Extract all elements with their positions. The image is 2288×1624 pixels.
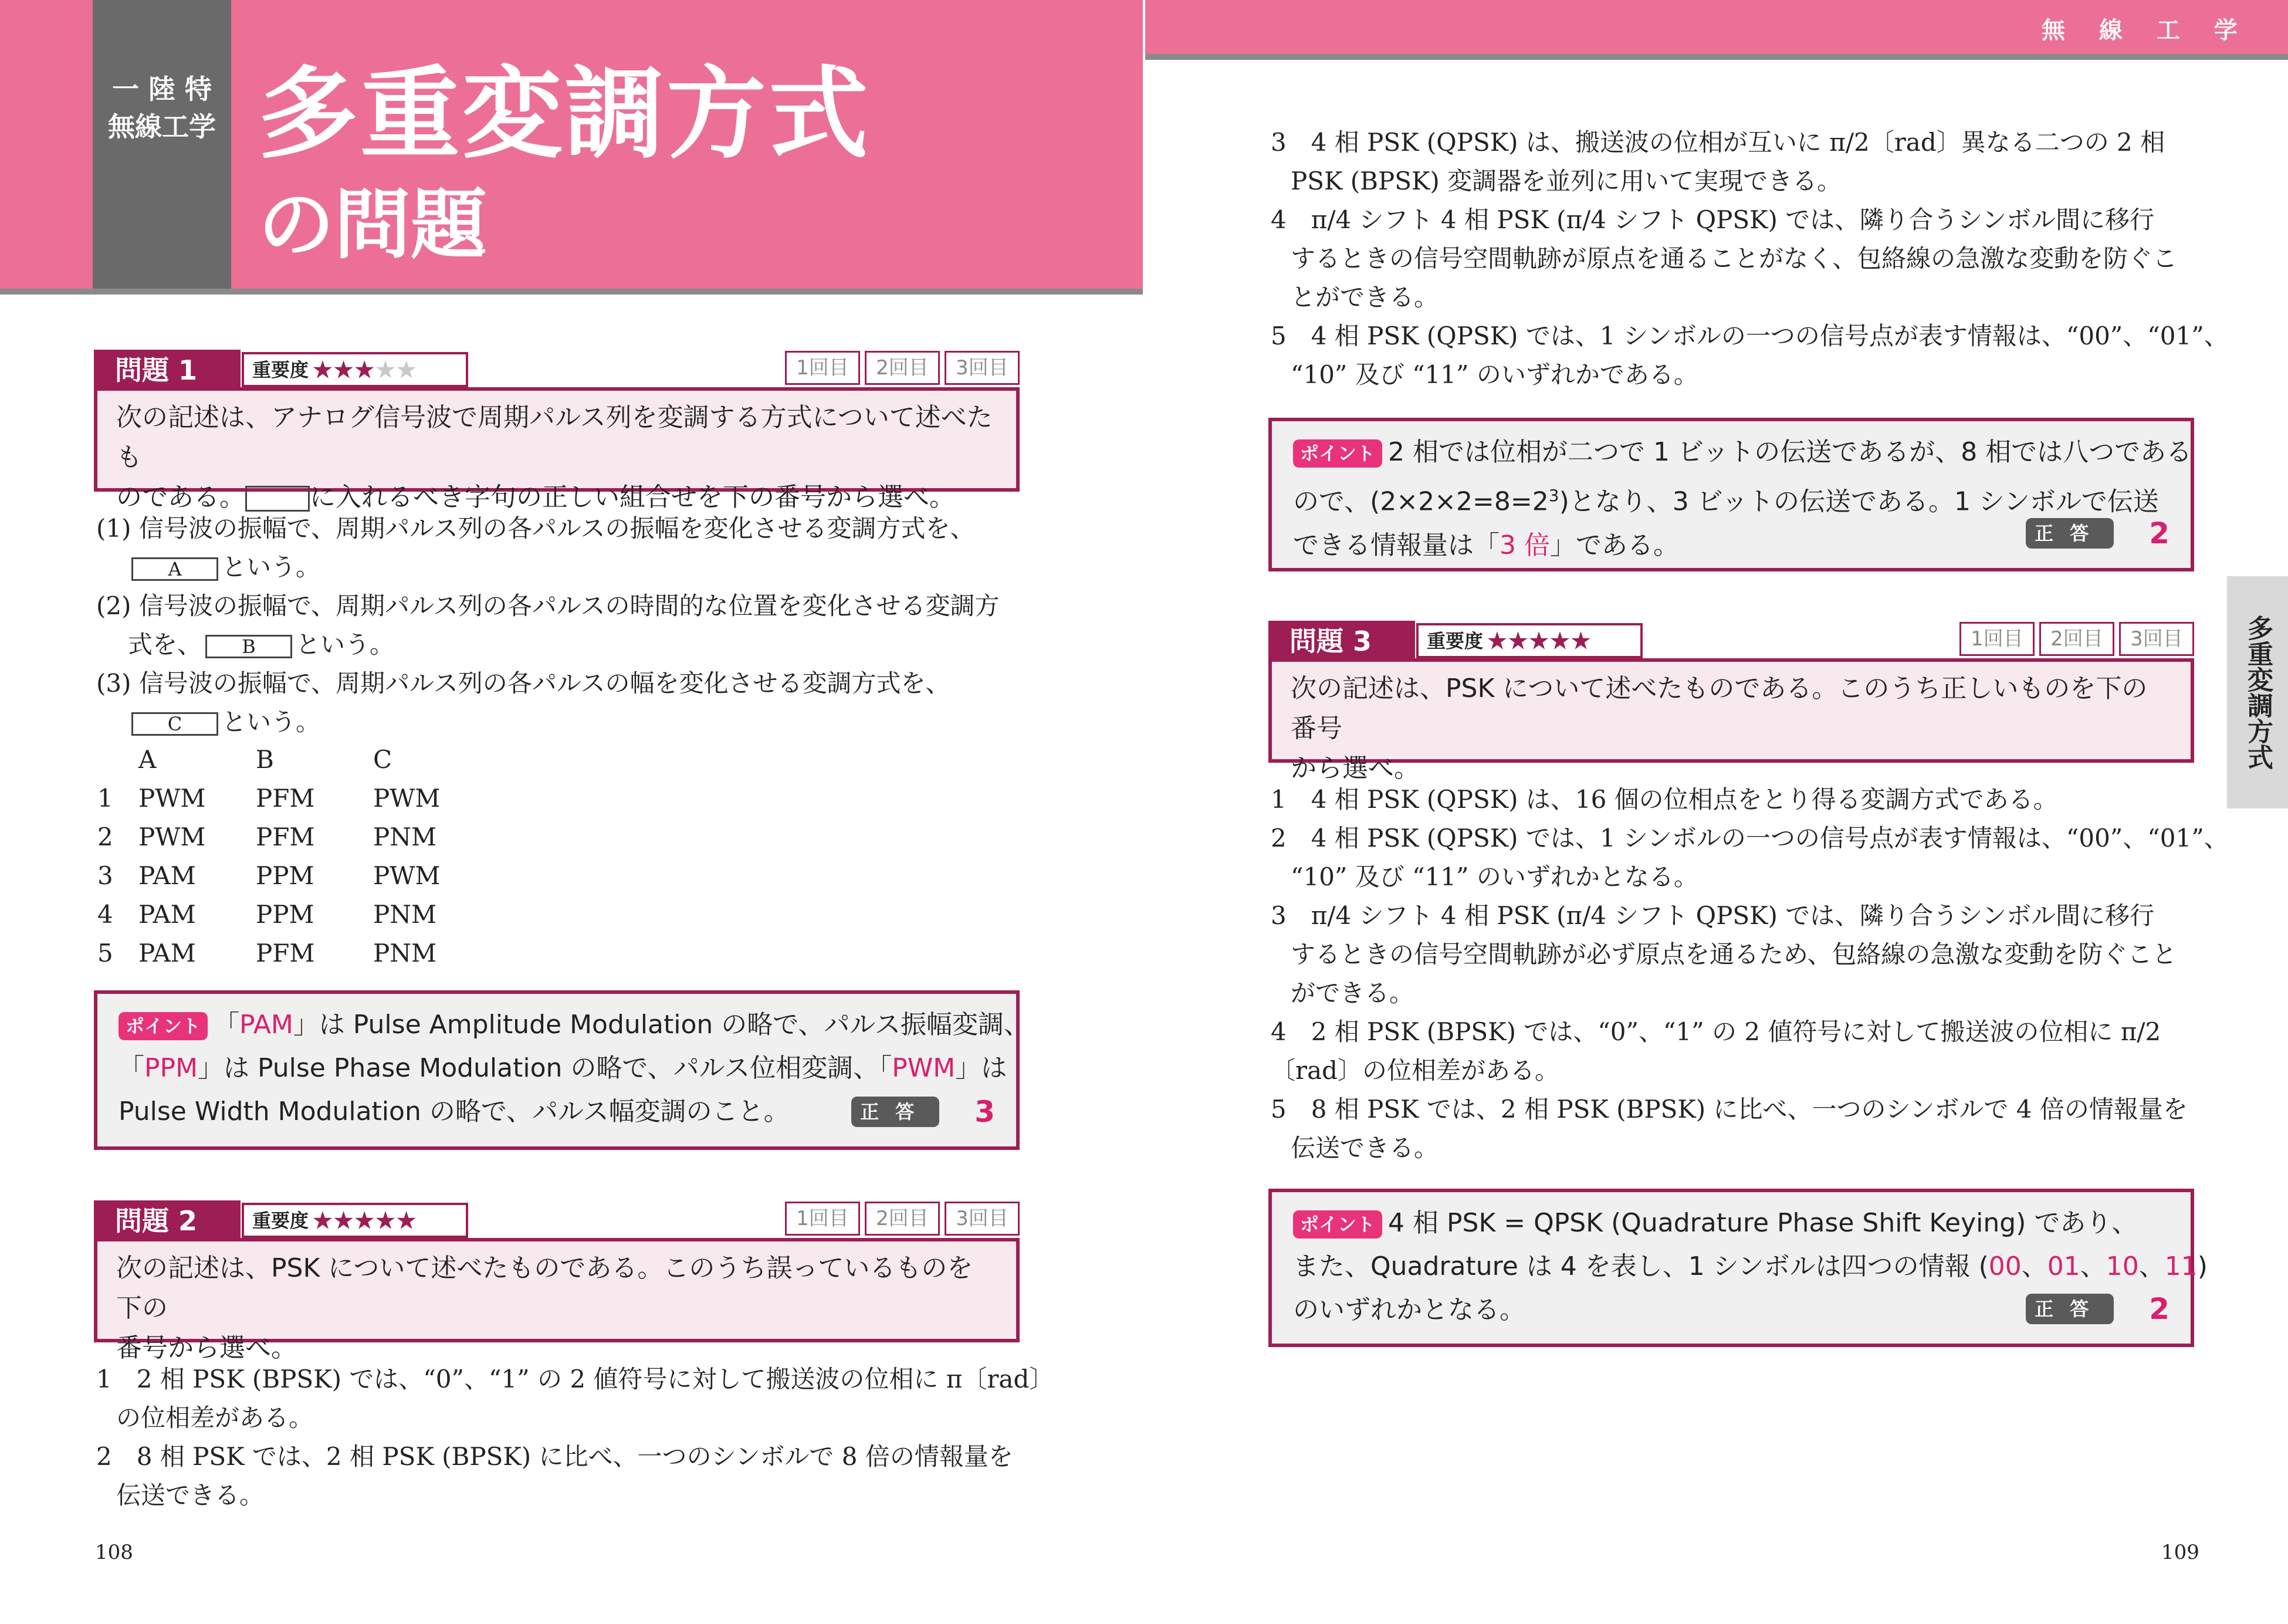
subject-label: 無 線 工 学 [2042,17,2250,44]
point-tag: ポイント [1293,439,1382,468]
point-line [1293,1202,2169,1245]
question-2-stem [94,1241,1020,1363]
option-line: の位相差がある。 [116,1403,314,1432]
attempt-1-checkbox[interactable]: 1回目 [1959,622,2035,656]
choice-row[interactable] [97,818,490,857]
choice-cell: PPM [256,861,314,890]
attempt-boxes [1955,622,2194,658]
point-highlight: PAM [239,1010,293,1040]
fill-box-b: B [205,635,292,658]
attempt-2-checkbox[interactable]: 2回目 [865,351,940,385]
choice-cell: C [373,745,392,774]
star-empty-icon: ★ [374,355,395,384]
choice-cell: 4 [97,900,113,929]
option-line: 5 8 相 PSK では、2 相 PSK (BPSK) に比べ、一つのシンボルで 4 倍の情報量を [1271,1095,2188,1124]
stem-line: 次の記述は、PSK について述べたものである。このうち正しいものを下の番号 [1291,674,2148,743]
item-line [128,625,394,664]
blank-box [245,486,310,512]
page-number-right: 109 [2161,1541,2199,1564]
point-text: 「 [214,1010,240,1040]
point-highlight: PPM [144,1053,198,1083]
fill-box-a: A [131,557,218,581]
point-highlight: 11 [2164,1251,2198,1281]
point-tag: ポイント [119,1012,208,1040]
importance-label: 重要度 [252,1209,309,1232]
stem-line: 番号から選べ。 [116,1333,297,1363]
importance-stars [1486,626,1591,655]
option-line: “10” 及び “11” のいずれかとなる。 [1291,862,1698,891]
star-filled-icon: ★ [395,1206,417,1235]
point-line [119,1003,1030,1047]
item-line: (3) 信号波の振幅で、周期パルス列の各パルスの幅を変化させる変調方式を、 [96,669,950,698]
option-line: 2 8 相 PSK では、2 相 PSK (BPSK) に比べ、一つのシンボルで 8 倍の情報量を [96,1442,1013,1471]
choice-cell: PFM [256,939,315,967]
point-text: ので、(2×2×2=8=2 [1293,486,1549,517]
point-text: )となり、3 ビットの伝送である。1 シンボルで伝送 [1559,486,2159,517]
point-text: 」は [955,1053,1007,1083]
point-text: 、 [2138,1251,2165,1281]
choice-cell: PFM [256,823,315,851]
choices-table [97,740,490,973]
answer-indicator [2026,510,2169,555]
star-filled-icon: ★ [374,1206,395,1235]
header-rule [0,289,1143,295]
option-line: 4 π/4 シフト 4 相 PSK (π/4 シフト QPSK) では、隣り合うシンボル間に移行 [1271,205,2155,234]
choice-row[interactable] [97,779,490,818]
right-header-rule [1145,54,2288,60]
star-empty-icon: ★ [395,355,417,384]
point-text: 、 [2080,1251,2106,1281]
choice-cell: PNM [373,823,437,851]
answer-indicator [2026,1286,2169,1331]
point-highlight: 10 [2106,1251,2139,1281]
stem-text: のである。 [116,482,245,512]
option-line: 〔rad〕の位相差がある。 [1271,1056,1560,1085]
star-filled-icon: ★ [353,355,375,384]
exam-tag-line2: 無線工学 [108,111,216,143]
star-filled-icon: ★ [332,355,354,384]
exam-tag [93,0,231,289]
choice-cell: PWM [138,784,206,813]
point-highlight: PWM [892,1053,956,1083]
choice-row[interactable] [97,895,490,934]
importance-rating [1416,623,1643,658]
importance-label: 重要度 [1427,630,1484,652]
choice-row[interactable] [97,857,490,895]
star-filled-icon: ★ [312,1206,333,1235]
point-line [1293,431,2192,474]
attempt-1-checkbox[interactable]: 1回目 [785,1202,860,1236]
question-2-point-box [1268,418,2194,571]
option-line: “10” 及び “11” のいずれかである。 [1291,360,1698,389]
option-line: 5 4 相 PSK (QPSK) では、1 シンボルの一つの信号点が表す情報は、“00”、“01”、 [1271,322,2229,350]
point-line [119,1047,1007,1090]
option-line: 伝送できる。 [1291,1134,1439,1162]
star-filled-icon: ★ [1507,626,1528,655]
attempt-3-checkbox[interactable]: 3回目 [945,1202,1020,1236]
point-text: 」である。 [1549,530,1679,560]
choice-cell: PNM [373,900,437,929]
option-line: するときの信号空間軌跡が原点を通ることがなく、包絡線の急激な変動を防ぐこ [1291,244,2178,273]
choice-cell: PAM [138,939,196,967]
choice-cell: PWM [138,823,206,851]
item-line [128,548,320,587]
question-1-header [94,350,1020,391]
star-filled-icon: ★ [1528,626,1549,655]
attempt-2-checkbox[interactable]: 2回目 [865,1202,940,1236]
point-line [1293,1245,2208,1288]
point-text: できる情報量は「 [1293,530,1500,560]
point-text: 2 相では位相が二つで 1 ビットの伝送であるが、8 相では八つである [1388,437,2192,467]
importance-label: 重要度 [252,358,309,381]
choice-cell: 5 [97,939,113,967]
attempt-boxes [780,351,1020,387]
stem-text: に入れるべき字句の正しい組合せを下の番号から選べ。 [310,482,955,512]
point-text: 4 相 PSK = QPSK (Quadrature Phase Shift Keying) であり、 [1388,1208,2138,1238]
importance-rating [242,1203,468,1238]
choice-row[interactable] [97,934,490,973]
choice-cell: PFM [256,784,315,813]
item-line: (1) 信号波の振幅で、周期パルス列の各パルスの振幅を変化させる変調方式を、 [96,514,975,543]
point-text: 」は Pulse Phase Modulation の略で、パルス位相変調、「 [198,1053,892,1083]
option-line: 1 2 相 PSK (BPSK) では、“0”、“1” の 2 値符号に対して搬送波の位相に π〔rad〕 [96,1365,1054,1393]
importance-stars [312,355,417,384]
star-filled-icon: ★ [1486,626,1507,655]
item-text: 式を、 [128,630,202,659]
point-text: ) [2197,1251,2208,1281]
choice-cell: A [138,745,157,774]
attempt-3-checkbox[interactable]: 3回目 [2119,622,2194,656]
answer-indicator [851,1089,995,1134]
exam-tag-line1: 一 陸 特 [111,73,212,105]
choice-cell: PAM [138,861,196,890]
point-highlight: 00 [1988,1251,2022,1281]
stem-line: から選べ。 [1291,753,1420,783]
point-text: また、Quadrature は 4 を表し、1 シンボルは四つの情報 ( [1293,1251,1989,1281]
stem-line: 次の記述は、PSK について述べたものである。このうち誤っているものを下の [116,1253,973,1323]
question-1-label: 問題 1 [94,350,241,391]
point-highlight: 3 倍 [1500,530,1550,560]
question-2-label: 問題 2 [94,1200,241,1241]
item-text: という。 [222,553,321,581]
option-line: 4 2 相 PSK (BPSK) では、“0”、“1” の 2 値符号に対して搬送波の位相に π/2 [1271,1017,2161,1046]
question-3-header [1268,621,2194,662]
importance-stars [312,1206,417,1235]
point-line: Pulse Width Modulation の略で、パルス幅変調のこと。 [119,1097,790,1126]
choice-cell: PPM [256,900,314,929]
question-3-stem [1268,662,2194,783]
point-tag: ポイント [1293,1210,1382,1239]
choice-cell: 2 [97,823,113,851]
page-number-left: 108 [95,1541,133,1564]
answer-number: 2 [2149,516,2169,550]
answer-label: 正答 [2026,518,2114,549]
point-text: 「 [119,1053,144,1083]
choice-cell: 3 [97,861,113,890]
choices-header-row [97,740,490,779]
item-text: という。 [296,630,395,659]
option-line: 1 4 相 PSK (QPSK) は、16 個の位相点をとり得る変調方式である。 [1271,785,2058,814]
point-highlight: 01 [2047,1251,2080,1281]
choice-cell: 1 [97,784,113,813]
star-filled-icon: ★ [332,1206,354,1235]
question-2-header [94,1200,1020,1241]
attempt-3-checkbox[interactable]: 3回目 [945,351,1020,385]
point-line: のいずれかとなる。 [1293,1295,1525,1325]
choice-cell: PWM [373,861,441,890]
question-3-point-box [1268,1189,2208,1347]
question-1-stem [94,391,1020,512]
point-text: 、 [2021,1251,2047,1281]
option-line: とができる。 [1291,283,1439,312]
option-line: 伝送できる。 [116,1481,265,1510]
answer-number: 3 [974,1095,995,1129]
choice-cell: PNM [373,939,437,967]
item-line [128,703,320,742]
choice-cell: PAM [138,900,196,929]
attempt-2-checkbox[interactable]: 2回目 [2039,622,2114,656]
fill-box-c: C [131,712,218,736]
star-filled-icon: ★ [312,355,333,384]
attempt-boxes [780,1202,1020,1238]
attempt-1-checkbox[interactable]: 1回目 [785,351,860,385]
star-filled-icon: ★ [1569,626,1591,655]
star-filled-icon: ★ [1549,626,1570,655]
question-1-point-box [94,990,1030,1150]
option-line: 3 4 相 PSK (QPSK) は、搬送波の位相が互いに π/2〔rad〕異なる二つの 2 相 [1271,128,2165,157]
answer-label: 正答 [2026,1294,2114,1324]
choice-cell: PWM [373,784,441,813]
option-line: 3 π/4 シフト 4 相 PSK (π/4 シフト QPSK) では、隣り合うシンボル間に移行 [1271,901,2155,930]
item-text: という。 [222,708,321,736]
point-superscript: 3 [1548,486,1559,505]
option-line: 2 4 相 PSK (QPSK) では、1 シンボルの一つの信号点が表す情報は、“00”、“01”、 [1271,824,2229,852]
option-line: PSK (BPSK) 変調器を並列に用いて実現できる。 [1291,167,1842,195]
page-title: 多重変調方式 [258,56,871,172]
choice-cell: B [256,745,274,774]
page-subtitle: の問題 [258,180,488,269]
point-text: 」は Pulse Amplitude Modulation の略で、パルス振幅変調、 [293,1010,1030,1040]
side-index-tab[interactable]: 多重変調方式 [2227,576,2288,808]
item-line: (2) 信号波の振幅で、周期パルス列の各パルスの時間的な位置を変化させる変調方 [96,591,1000,620]
stem-line: 次の記述は、アナログ信号波で周期パルス列を変調する方式について述べたも [116,402,993,472]
option-line: するときの信号空間軌跡が必ず原点を通るため、包絡線の急激な変動を防ぐこと [1291,940,2177,969]
question-3-label: 問題 3 [1268,621,1415,662]
importance-rating [242,352,468,387]
answer-label: 正答 [851,1097,939,1127]
answer-number: 2 [2149,1292,2169,1326]
star-filled-icon: ★ [353,1206,375,1235]
option-line: ができる。 [1291,979,1414,1007]
